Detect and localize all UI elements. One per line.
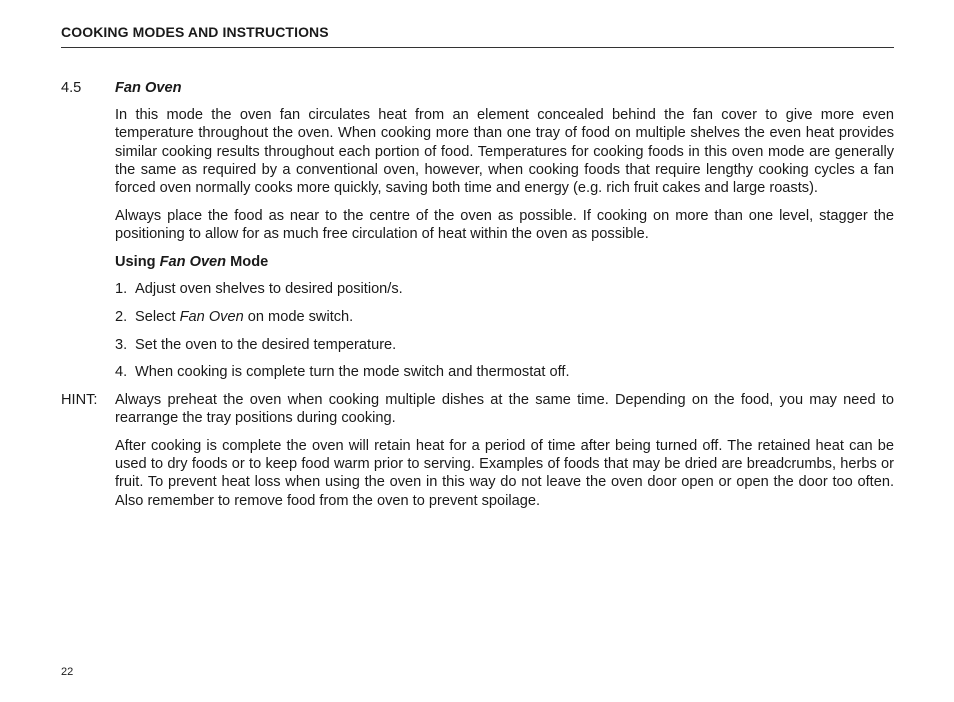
subheading-mode-name: Fan Oven	[159, 253, 227, 270]
section-number: 4.5	[61, 80, 82, 96]
steps-list	[115, 280, 894, 381]
subheading-prefix: Using	[115, 253, 160, 270]
hint-row	[61, 391, 894, 510]
list-item	[115, 336, 894, 354]
step-text: When cooking is complete turn the mode switch and thermostat off.	[135, 364, 570, 381]
step-text-post: on mode switch.	[243, 309, 354, 326]
step-number: 3.	[115, 336, 128, 353]
step-text: Adjust oven shelves to desired position/s.	[135, 281, 403, 298]
step-number: 2.	[115, 309, 128, 326]
list-item	[115, 308, 894, 326]
step-number: 4.	[115, 364, 128, 381]
page-number: 22	[61, 666, 74, 678]
step-text-mode: Fan Oven	[179, 309, 244, 326]
hint-label: HINT:	[61, 392, 98, 409]
list-item	[115, 280, 894, 298]
paragraph-food-placement: Always place the food as near to the centre of the oven as possible. If cooking on more than one level, stagger the positioning to allow for as much free circulation of heat within the oven as possible.	[115, 207, 894, 242]
hint-body	[115, 391, 894, 510]
section-body	[115, 97, 894, 381]
paragraph-fan-description: In this mode the oven fan circulates heat from an element concealed behind the fan cover to give more even temperature throughout the oven. When cooking more than one tray of food on multiple shelves the even heat provides similar cooking results throughout each portion of food. Temperatures for cooking foods in this oven mode are generally the same as required by a conventional oven, however, when cooking foods that require lengthy cooking cycles a fan forced oven normally cooks more quickly, saving both time and energy (e.g. rich fruit cakes and large roasts).	[115, 107, 894, 197]
section-body-row	[61, 97, 894, 381]
step-text: Set the oven to the desired temperature.	[135, 336, 397, 353]
list-item	[115, 363, 894, 381]
using-mode-subheading	[115, 253, 894, 271]
subheading-suffix: Mode	[226, 253, 269, 270]
step-number: 1.	[115, 281, 128, 298]
chapter-title: COOKING MODES AND INSTRUCTIONS	[61, 24, 329, 40]
page-content	[61, 79, 894, 510]
step-text-pre: Select	[135, 309, 180, 326]
page-header	[61, 24, 894, 48]
paragraph-hint-preheat: Always preheat the oven when cooking multiple dishes at the same time. Depending on the food, you may need to rearrange the tray positions during cooking.	[115, 392, 894, 427]
section-title: Fan Oven	[115, 80, 182, 96]
step-text	[135, 308, 353, 326]
section-heading-row	[61, 79, 894, 97]
paragraph-hint-retained-heat: After cooking is complete the oven will retain heat for a period of time after being turned off. The retained heat can be used to dry foods or to keep food warm prior to serving. Examples of foods that may be dried are breadcrumbs, herbs or fruit. To prevent heat loss when using the oven in this way do not leave the oven door open or open the door too often. Also remember to remove food from the oven to prevent spoilage.	[115, 438, 894, 509]
